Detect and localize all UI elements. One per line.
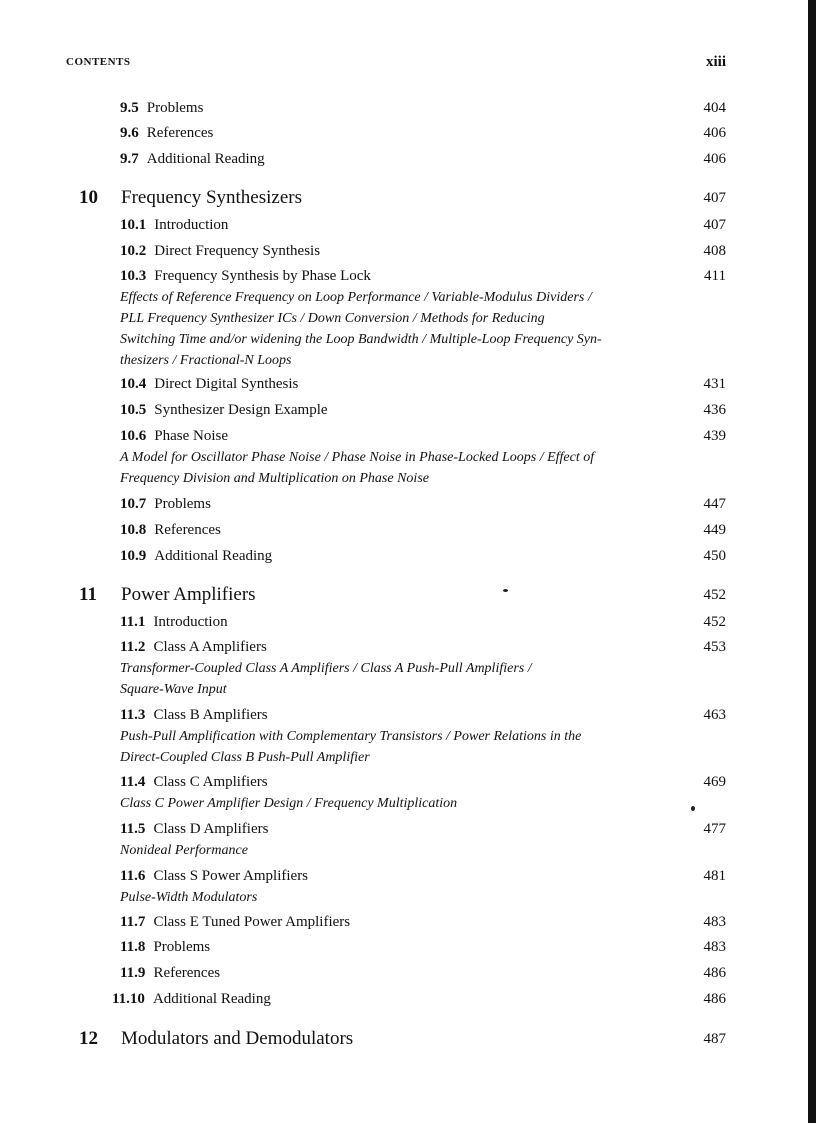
entry-number: 11.6: [120, 868, 146, 884]
entry-title: Class S Power Amplifiers: [153, 868, 309, 884]
entry-title: Problems: [146, 100, 204, 116]
toc-entry-11-9: [120, 962, 726, 984]
entry-number: 9.5: [120, 100, 139, 116]
entry-title: Additional Reading: [146, 151, 265, 167]
chapter-number: 12: [79, 1028, 98, 1049]
entry-page: 463: [703, 707, 726, 723]
subtopic-line: Frequency Division and Multiplication on Phase Noise: [120, 471, 429, 486]
entry-page: 449: [703, 522, 726, 538]
entry-number: 10.4: [120, 376, 147, 392]
toc-entry-11-1: [120, 611, 726, 633]
toc-chapter-12: [79, 1026, 726, 1052]
entry-number: 9.7: [120, 151, 139, 167]
entry-number: 11.4: [120, 774, 146, 790]
entry-number: 11.9: [120, 965, 146, 981]
toc-entry-9-5: [120, 97, 726, 119]
subtopic-line: Class C Power Amplifier Design / Frequency Multiplication: [120, 796, 458, 811]
chapter-title: Frequency Synthesizers: [121, 187, 302, 208]
chapter-number: 10: [79, 187, 98, 208]
subtopic-line: Switching Time and/or widening the Loop Bandwidth / Multiple-Loop Frequency Syn-: [120, 332, 602, 347]
entry-number: 10.8: [120, 522, 147, 538]
toc-entry-10-5: [120, 399, 726, 421]
toc-entry-11-5: [120, 818, 726, 840]
toc-subtopics-11-5: [120, 840, 726, 861]
entry-page: 481: [703, 868, 726, 884]
toc-entry-11-3: [120, 704, 726, 726]
entry-page: 439: [703, 428, 726, 444]
entry-page: 411: [704, 268, 726, 284]
entry-number: 10.7: [120, 496, 147, 512]
entry-title: Problems: [154, 496, 211, 512]
entry-title: Problems: [153, 939, 211, 955]
toc-entry-10-1: [120, 214, 726, 236]
entry-title: Class B Amplifiers: [153, 707, 268, 723]
entry-number: 10.3: [120, 268, 147, 284]
running-head: [66, 56, 726, 76]
entry-page: 452: [703, 614, 726, 630]
entry-number: 11.5: [120, 821, 146, 837]
entry-number: 11.10: [112, 991, 145, 1007]
chapter-page: 487: [703, 1031, 726, 1047]
toc-entry-10-2: [120, 240, 726, 262]
toc-subtopics-10-3: [120, 287, 726, 371]
chapter-page: 452: [703, 587, 726, 603]
toc-subtopics-11-2: [120, 658, 726, 700]
running-head-page-number: xiii: [705, 54, 726, 70]
scan-edge-bar: [808, 0, 816, 1123]
subtopic-line: Direct-Coupled Class B Push-Pull Amplifier: [120, 750, 370, 765]
chapter-title: Modulators and Demodulators: [121, 1028, 354, 1049]
toc-entry-11-6: [120, 865, 726, 887]
toc-entry-10-9: [120, 545, 726, 567]
entry-page: 431: [703, 376, 726, 392]
subtopic-line: thesizers / Fractional-N Loops: [120, 353, 292, 368]
entry-page: 450: [703, 548, 726, 564]
entry-title: Introduction: [154, 217, 229, 233]
entry-number: 10.6: [120, 428, 147, 444]
toc-entry-10-4: [120, 373, 726, 395]
toc-entry-11-8: [120, 936, 726, 958]
entry-page: 408: [703, 243, 726, 259]
toc-entry-10-3: [120, 265, 726, 287]
entry-title: Frequency Synthesis by Phase Lock: [154, 268, 371, 284]
toc-subtopics-11-6: [120, 887, 726, 908]
entry-title: References: [146, 125, 214, 141]
entry-page: 406: [703, 125, 726, 141]
scan-speck: [691, 806, 695, 811]
chapter-page: 407: [703, 190, 726, 206]
subtopic-line: Nonideal Performance: [120, 843, 248, 858]
subtopic-line: Transformer-Coupled Class A Amplifiers / Class A Push-Pull Amplifiers /: [120, 661, 532, 676]
subtopic-line: Square-Wave Input: [120, 682, 227, 697]
toc-subtopics-10-6: [120, 447, 726, 489]
toc-entry-10-7: [120, 493, 726, 515]
entry-number: 11.1: [120, 614, 146, 630]
entry-number: 11.3: [120, 707, 146, 723]
toc-subtopics-11-3: [120, 726, 726, 768]
toc-entry-11-2: [120, 636, 726, 658]
entry-page: 483: [703, 914, 726, 930]
chapter-number: 11: [79, 584, 97, 605]
entry-page: 407: [703, 217, 726, 233]
running-head-section: CONTENTS: [66, 56, 131, 68]
scan-speck: [503, 589, 508, 592]
entry-page: 404: [703, 100, 726, 116]
entry-title: References: [154, 522, 221, 538]
entry-title: Synthesizer Design Example: [154, 402, 328, 418]
chapter-title: Power Amplifiers: [121, 584, 256, 605]
entry-title: References: [153, 965, 221, 981]
entry-title: Phase Noise: [154, 428, 228, 444]
toc-chapter-11: [79, 582, 726, 608]
entry-number: 10.2: [120, 243, 147, 259]
entry-title: Class D Amplifiers: [153, 821, 269, 837]
toc-chapter-10: [79, 185, 726, 211]
entry-page: 483: [703, 939, 726, 955]
entry-number: 11.2: [120, 639, 146, 655]
entry-number: 10.9: [120, 548, 147, 564]
entry-number: 10.5: [120, 402, 147, 418]
entry-title: Class C Amplifiers: [153, 774, 268, 790]
toc-entry-11-4: [120, 771, 726, 793]
entry-page: 453: [703, 639, 726, 655]
subtopic-line: PLL Frequency Synthesizer ICs / Down Conversion / Methods for Reducing: [120, 311, 545, 326]
entry-page: 469: [703, 774, 726, 790]
subtopic-line: Pulse-Width Modulators: [120, 890, 258, 905]
entry-number: 11.8: [120, 939, 146, 955]
toc-entry-10-6: [120, 425, 726, 447]
entry-page: 436: [703, 402, 726, 418]
entry-number: 11.7: [120, 914, 146, 930]
entry-title: Additional Reading: [154, 548, 273, 564]
entry-title: Additional Reading: [152, 991, 271, 1007]
toc-entry-9-6: [120, 122, 726, 144]
subtopic-line: Push-Pull Amplification with Complementary Transistors / Power Relations in the: [120, 729, 582, 744]
subtopic-line: A Model for Oscillator Phase Noise / Phase Noise in Phase-Locked Loops / Effect of: [120, 450, 595, 465]
toc-entry-11-7: [120, 911, 726, 933]
toc-entry-10-8: [120, 519, 726, 541]
toc-entry-9-7: [120, 148, 726, 170]
entry-number: 9.6: [120, 125, 139, 141]
subtopic-line: Effects of Reference Frequency on Loop Performance / Variable-Modulus Dividers /: [120, 290, 592, 305]
entry-title: Class A Amplifiers: [153, 639, 267, 655]
entry-title: Direct Digital Synthesis: [154, 376, 299, 392]
entry-page: 477: [703, 821, 726, 837]
entry-title: Direct Frequency Synthesis: [154, 243, 321, 259]
toc-subtopics-11-4: [120, 793, 726, 814]
entry-number: 10.1: [120, 217, 147, 233]
entry-title: Introduction: [153, 614, 228, 630]
entry-page: 486: [703, 991, 726, 1007]
entry-page: 447: [703, 496, 726, 512]
entry-page: 486: [703, 965, 726, 981]
entry-title: Class E Tuned Power Amplifiers: [153, 914, 351, 930]
entry-page: 406: [703, 151, 726, 167]
toc-entry-11-10: [112, 988, 726, 1010]
